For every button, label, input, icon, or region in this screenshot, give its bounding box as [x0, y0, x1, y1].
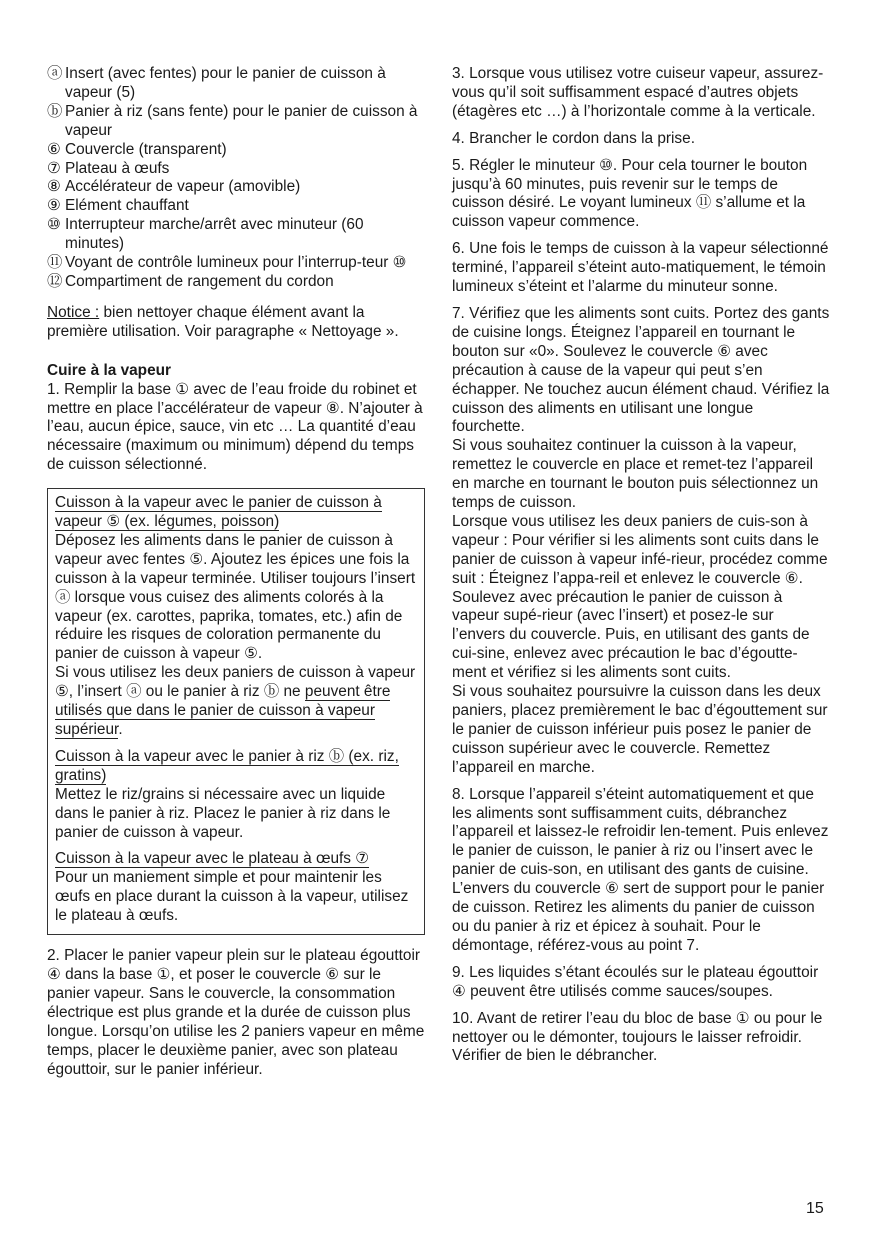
- box-section-body: Déposez les aliments dans le panier de cuisson à vapeur avec fentes ⑤. Ajoutez les épices une fois la cuisson à la vapeur terminée. Utiliser toujours l’insert ⓐ lorsque vous cuisez des aliments colorés à la vapeur (ex. carottes, paprika, tomates, etc.) afin de réduire les risques de coloration permanente du panier de cuisson à vapeur ⑤.: [55, 531, 416, 663]
- part-marker: ⓑ: [47, 102, 63, 120]
- step-7-part: Lorsque vous utilisez les deux paniers de cuis-son à vapeur : Pour vérifier si les aliments sont cuits dans le panier de cuisson à vapeur infé-rieur, procédez comme suit : Éteignez l’appa-reil et enlevez le couvercle ⑥. Soulevez avec précaution le panier de cuisson à vapeur supé-rieur (avec l’insert) et posez-le sur l’envers du couvercle. Puis, en utilisant des gants de cui-sine, enlevez avec précaution le bac d’égoutte-ment et vérifiez si les aliments sont cuits.: [452, 512, 828, 682]
- box-section-body: Mettez le riz/grains si nécessaire avec un liquide dans le panier à riz. Placez le panier à riz dans le panier de cuisson à vapeur.: [55, 785, 391, 841]
- notice-paragraph: [47, 304, 425, 342]
- step-7: [452, 305, 830, 778]
- step-1: 1. Remplir la base ① avec de l’eau froide du robinet et mettre en place l’accélérateur de vapeur ⑧. N’ajouter à l’eau, aucun épice, sauce, vin etc … La quantité d’eau nécessaire (maximum ou minimum) dépend du temps de cuisson sélectionné.: [47, 380, 423, 474]
- right-column: [452, 65, 830, 1074]
- parts-list-item: [47, 141, 425, 160]
- box-section-basket: [55, 494, 418, 740]
- page-number: 15: [806, 1200, 824, 1217]
- part-marker: ⑦: [47, 159, 61, 177]
- step-3: 3. Lorsque vous utilisez votre cuiseur vapeur, assurez-vous qu’il soit suffisamment espacé d’autres objets (étagères etc …) à l’horizontale comme à la verticale.: [452, 65, 824, 120]
- step-7-part: 7. Vérifiez que les aliments sont cuits. Portez des gants de cuisine longs. Éteignez l’appareil en tournant le bouton sur «0». Soulevez le couvercle ⑥ avec précaution à cause de la vapeur qui peut s’en échapper. Ne touchez aucun élément chaud. Vérifiez la cuisson des aliments en utilisant une longue fourchette.: [452, 304, 830, 436]
- step-5: 5. Régler le minuteur ⑩. Pour cela tourner le bouton jusqu’à 60 minutes, puis revenir sur le temps de cuisson désiré. Le voyant lumineux ⑪ s’allume et la cuisson vapeur commence.: [452, 156, 808, 231]
- part-marker: ⑪: [47, 254, 63, 272]
- step-6: 6. Une fois le temps de cuisson à la vapeur sélectionné terminé, l’appareil s’éteint auto-matiquement, le témoin lumineux s’éteint et l’alarme du minuteur sonne.: [452, 240, 829, 296]
- box-section-body: Pour un maniement simple et pour maintenir les œufs en place durant la cuisson à la vapeur, utilisez le plateau à œufs.: [55, 869, 409, 925]
- heading-text: Cuisson à la vapeur avec le panier à riz ⓑ (ex. riz, gratins): [55, 747, 399, 784]
- part-text: Compartiment de rangement du cordon: [65, 272, 334, 290]
- part-text: Panier à riz (sans fente) pour le panier de cuisson à vapeur: [65, 102, 418, 139]
- box-section-heading: [55, 494, 418, 532]
- parts-list-item: [47, 197, 425, 216]
- step-2: 2. Placer le panier vapeur plein sur le plateau égouttoir ④ dans la base ①, et poser le couvercle ⑥ sur le panier vapeur. Sans le couvercle, la consommation électrique est plus grande et la durée de cuisson plus longue. Lorsqu’on utilise les 2 paniers vapeur en même temps, placer le deuxième panier, avec son plateau égouttoir, sur le panier inférieur.: [47, 947, 425, 1078]
- parts-list-item: [47, 254, 425, 273]
- section-title: Cuire à la vapeur: [47, 361, 172, 379]
- box-section-rice: [55, 748, 418, 843]
- part-text: Plateau à œufs: [65, 159, 170, 177]
- part-text: Elément chauffant: [65, 197, 189, 215]
- body-underlined-text: peuvent être utilisés que dans le panier de cuisson à vapeur supérieur: [55, 683, 391, 738]
- box-section-eggs: [55, 850, 418, 926]
- step-9: 9. Les liquides s’étant écoulés sur le plateau égouttoir ④ peuvent être utilisés comme sauces/soupes.: [452, 963, 819, 1000]
- parts-list-item: [47, 273, 425, 292]
- step-4: 4. Brancher le cordon dans la prise.: [452, 129, 695, 147]
- step-10: 10. Avant de retirer l’eau du bloc de base ① ou pour le nettoyer ou le démonter, toujours le laisser refroidir. Vérifier de bien le débrancher.: [452, 1009, 823, 1065]
- parts-list-item: [47, 178, 425, 197]
- part-marker: ⑫: [47, 272, 63, 290]
- part-text: Couvercle (transparent): [65, 140, 227, 158]
- part-marker: ⓐ: [47, 65, 63, 82]
- part-marker: ⑩: [47, 216, 61, 234]
- heading-text: Cuisson à la vapeur avec le plateau à œufs ⑦: [55, 850, 370, 868]
- box-section-body: [55, 664, 418, 740]
- part-text: Voyant de contrôle lumineux pour l’interrup-teur ⑩: [65, 254, 407, 272]
- info-box: [47, 488, 425, 935]
- step-7-part: Si vous souhaitez poursuivre la cuisson dans les deux paniers, placez premièrement le bac d’égouttement sur le panier de cuisson inférieur puis posez le panier de cuisson supérieur avec le couvercle. Remettez l’appareil en marche.: [452, 683, 828, 776]
- parts-list: [47, 65, 425, 292]
- step-8: 8. Lorsque l’appareil s’éteint automatiquement et que les aliments sont suffisamment cuits, débranchez l’appareil et laissez-le refroidir len-tement. Puis enlevez le panier de cuisson, le panier à riz ou l’insert avec le panier de cuis-son, en utilisant des gants de cuisine. L’envers du couvercle ⑥ sert de support pour le panier de cuisson. Retirez les aliments du panier de cuisson ou du panier à riz et épicez à souhait. Pour le démontage, référez-vous au point 7.: [452, 785, 829, 954]
- parts-list-item: [47, 103, 425, 141]
- part-text: Interrupteur marche/arrêt avec minuteur (60 minutes): [65, 216, 364, 253]
- notice-text: bien nettoyer chaque élément avant la première utilisation. Voir paragraphe « Nettoyage ».: [47, 303, 399, 340]
- part-text: Insert (avec fentes) pour le panier de cuisson à vapeur (5): [65, 65, 386, 101]
- body-end: .: [118, 721, 123, 738]
- parts-list-item: [47, 216, 425, 254]
- notice-label: Notice :: [47, 303, 100, 321]
- part-marker: ⑥: [47, 140, 61, 158]
- box-section-heading: [55, 850, 418, 869]
- left-column: [47, 65, 425, 1079]
- parts-list-item: [47, 160, 425, 179]
- step-7-part: Si vous souhaitez continuer la cuisson à la vapeur, remettez le couvercle en place et remet-tez l’appareil en marche en tournant le bouton puis sélectionnez un temps de cuisson.: [452, 437, 819, 512]
- part-marker: ⑨: [47, 197, 61, 215]
- part-text: Accélérateur de vapeur (amovible): [65, 178, 301, 196]
- box-section-heading: [55, 748, 418, 786]
- parts-list-item: [47, 65, 425, 103]
- part-marker: ⑧: [47, 178, 61, 196]
- heading-text: Cuisson à la vapeur avec le panier de cuisson à vapeur ⑤ (ex. légumes, poisson): [55, 494, 382, 531]
- body-text: Si vous utilisez les deux paniers de cuisson à vapeur ⑤, l’insert ⓐ ou le panier à riz ⓑ ne: [55, 664, 416, 701]
